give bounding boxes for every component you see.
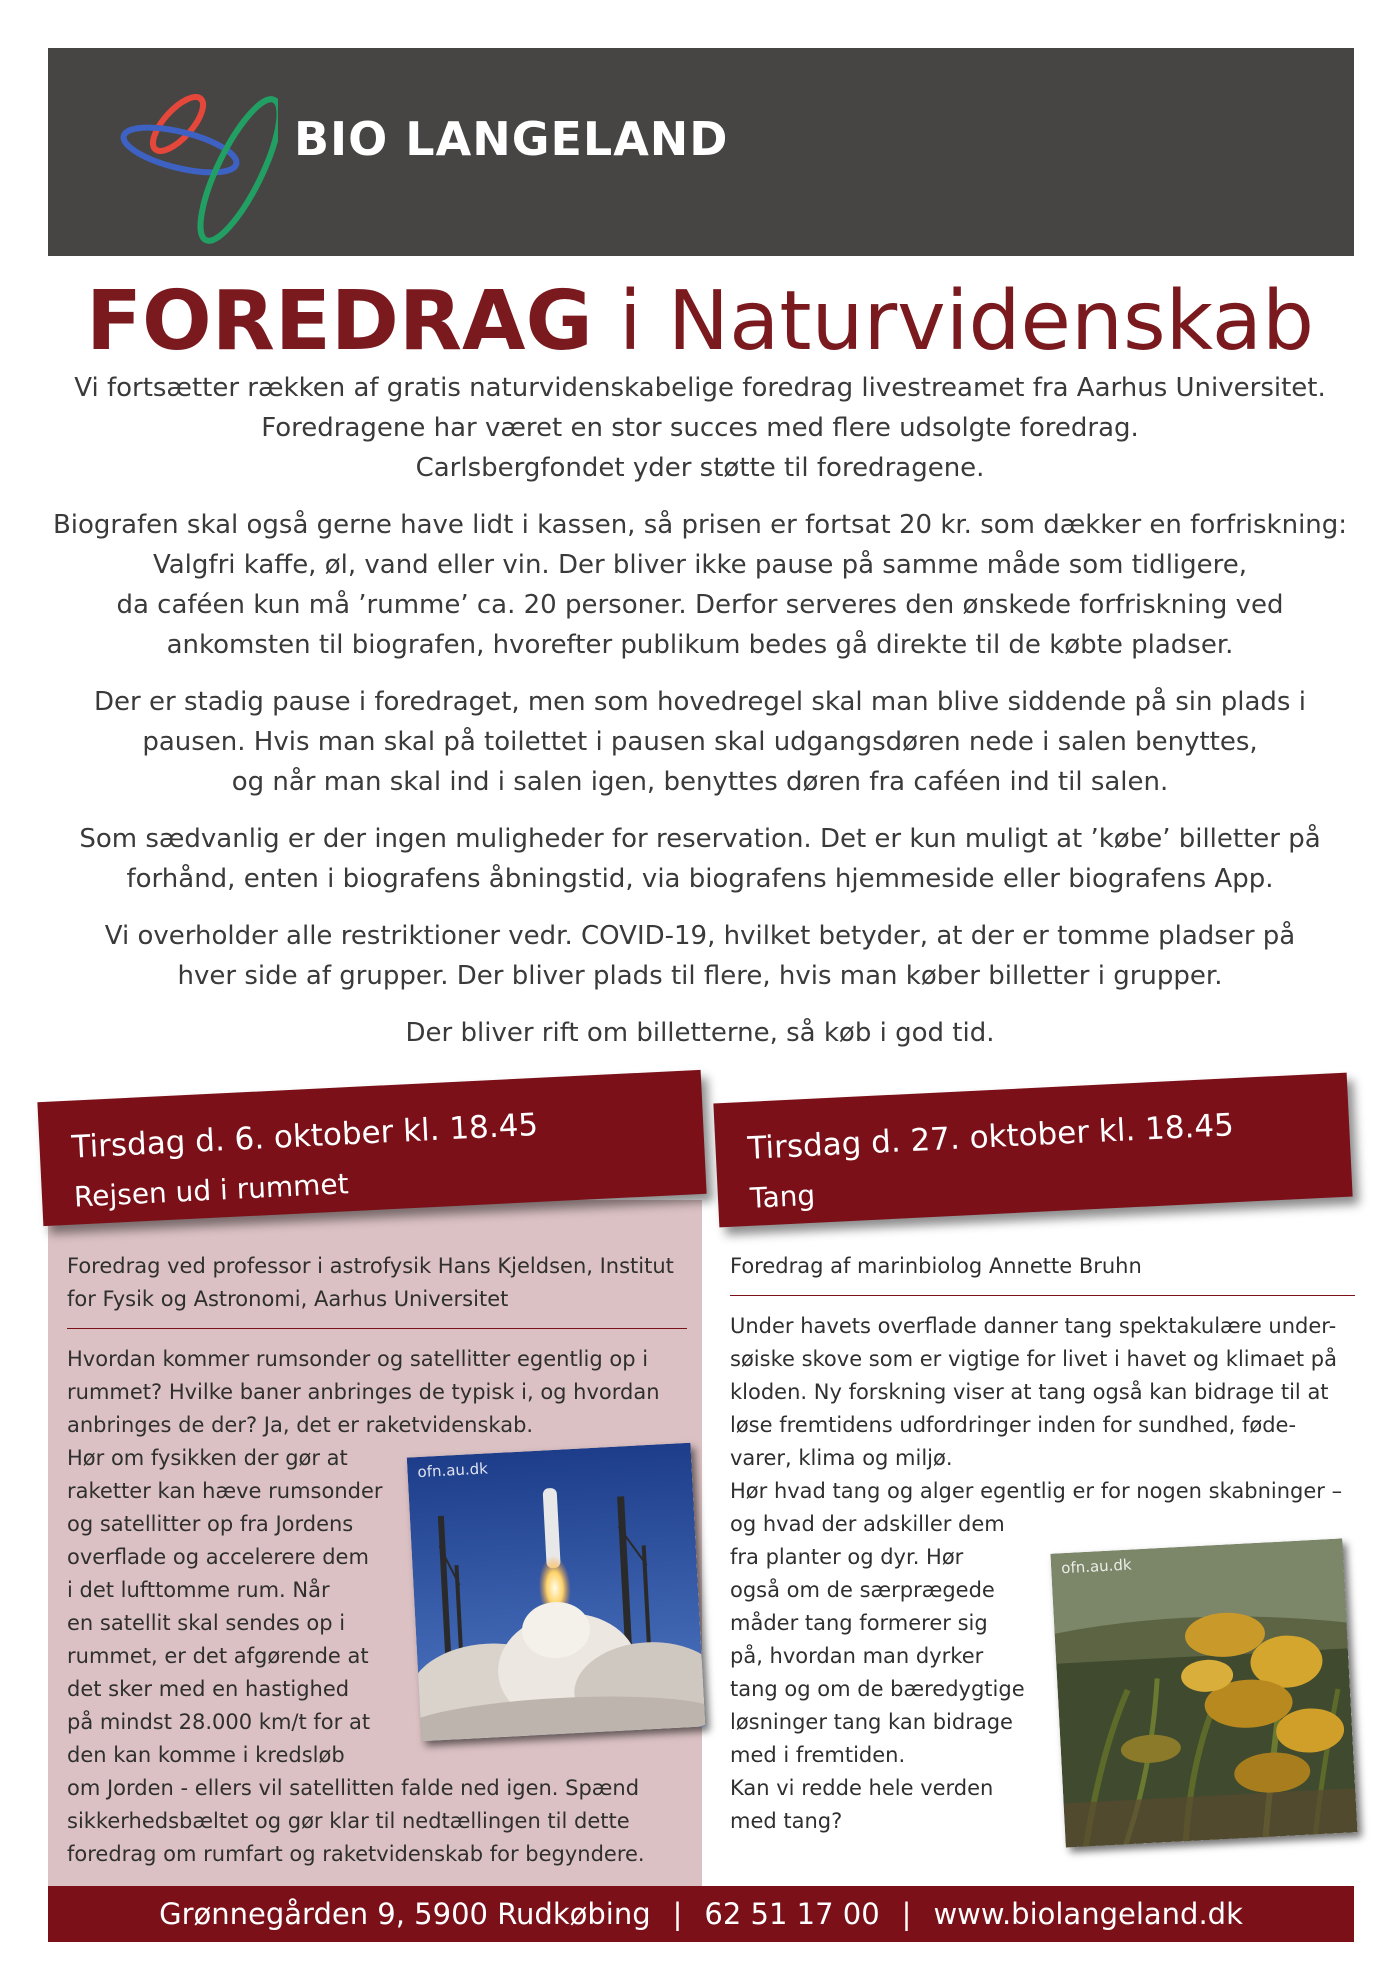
body-line: det sker med en hastighed — [67, 1677, 350, 1701]
body-line: tang og om de bæredygtige — [730, 1677, 1025, 1701]
event2-date: Tirsdag d. 27. oktober kl. 18.45 — [746, 1107, 1235, 1167]
body-line: den kan komme i kredsløb — [67, 1743, 345, 1767]
event1-watermark: ofn.au.dk — [417, 1459, 489, 1482]
page-title — [0, 272, 1400, 372]
event2-banner — [713, 1073, 1352, 1228]
intro-paragraph — [40, 682, 1360, 802]
footer-separator: | — [901, 1897, 912, 1931]
footer-website[interactable]: www.biolangeland.dk — [933, 1897, 1243, 1931]
intro-text — [40, 368, 1360, 1070]
body-line: med i fremtiden. — [730, 1743, 906, 1767]
event1-topic: Rejsen ud i rummet — [73, 1167, 350, 1214]
body-line: Hvordan kommer rumsonder og satellitter egentlig op i — [67, 1347, 649, 1371]
event1-date: Tirsdag d. 6. oktober kl. 18.45 — [70, 1106, 539, 1166]
footer-separator: | — [672, 1897, 683, 1931]
body-line: i det lufttomme rum. Når — [67, 1578, 330, 1602]
speaker-line: Foredrag af marinbiolog Annette Bruhn — [730, 1254, 1142, 1278]
body-line: om Jorden - ellers vil satellitten falde ned igen. Spænd — [67, 1776, 640, 1800]
brand-name: BIO LANGELAND — [294, 112, 729, 166]
body-line: og satellitter op fra Jordens — [67, 1512, 354, 1536]
intro-line: Der er stadig pause i foredraget, men som hovedregel skal man blive siddende på sin plads i — [94, 687, 1306, 717]
intro-paragraph — [40, 819, 1360, 899]
body-line: søiske skove som er vigtige for livet i havet og klimaet på — [730, 1347, 1337, 1371]
event2-speaker — [730, 1250, 1355, 1283]
intro-paragraph — [40, 916, 1360, 996]
footer-bar — [48, 1886, 1354, 1942]
divider — [730, 1295, 1355, 1296]
intro-line: Foredragene har været en stor succes med flere udsolgte foredrag. — [261, 413, 1139, 443]
body-line: med tang? — [730, 1809, 843, 1833]
body-line: Kan vi redde hele verden — [730, 1776, 994, 1800]
intro-line: ankomsten til biografen, hvorefter publikum bedes gå direkte til de købte pladser. — [166, 630, 1234, 660]
intro-line: Valgfri kaffe, øl, vand eller vin. Der bliver ikke pause på samme måde som tidligere, — [152, 550, 1248, 580]
body-line: sikkerhedsbæltet og gør klar til nedtællingen til dette — [67, 1809, 630, 1833]
rocket-launch-photo — [407, 1443, 705, 1741]
intro-line: Biografen skal også gerne have lidt i kassen, så prisen er fortsat 20 kr. som dækker en forfriskning: — [52, 510, 1348, 540]
body-line: kloden. Ny forskning viser at tang også kan bidrage til at — [730, 1380, 1329, 1404]
divider — [67, 1328, 687, 1329]
bio-langeland-logo — [118, 58, 278, 248]
intro-line: pausen. Hvis man skal på toilettet i pausen skal udgangsdøren nede i salen benyttes, — [142, 727, 1258, 757]
event1-speaker — [67, 1250, 687, 1316]
body-line: foredrag om rumfart og raketvidenskab for begyndere. — [67, 1842, 645, 1866]
intro-line: Vi fortsætter rækken af gratis naturvidenskabelige foredrag livestreamet fra Aarhus Universitet. — [74, 373, 1326, 403]
intro-line: forhånd, enten i biografens åbningstid, via biografens hjemmeside eller biografens App. — [126, 864, 1274, 894]
title-rest: i Naturvidenskab — [592, 274, 1315, 369]
intro-paragraph — [40, 368, 1360, 488]
body-line: rummet, er det afgørende at — [67, 1644, 369, 1668]
intro-paragraph — [40, 1013, 1360, 1053]
body-line: måder tang formerer sig — [730, 1611, 988, 1635]
intro-line: Der bliver rift om billetterne, så køb i god tid. — [405, 1018, 995, 1048]
body-line: på mindst 28.000 km/t for at — [67, 1710, 371, 1734]
intro-line: hver side af grupper. Der bliver plads til flere, hvis man køber billetter i grupper. — [177, 961, 1223, 991]
body-line: raketter kan hæve rumsonder — [67, 1479, 383, 1503]
intro-line: Som sædvanlig er der ingen muligheder for reservation. Det er kun muligt at ’købe’ billetter på — [79, 824, 1321, 854]
rocket-launch-image — [407, 1443, 705, 1741]
body-line: også om de særprægede — [730, 1578, 995, 1602]
intro-paragraph — [40, 505, 1360, 665]
event2-topic: Tang — [749, 1178, 816, 1215]
intro-line: Carlsbergfondet yder støtte til foredragene. — [415, 453, 985, 483]
body-line: på, hvordan man dyrker — [730, 1644, 984, 1668]
seaweed-photo — [1051, 1539, 1358, 1848]
body-line: en satellit skal sendes op i — [67, 1611, 346, 1635]
body-line: Under havets overflade danner tang spektakulære under- — [730, 1314, 1337, 1338]
title-bold: FOREDRAG — [85, 274, 593, 369]
body-line: og hvad der adskiller dem — [730, 1512, 1005, 1536]
body-line: overflade og accelerere dem — [67, 1545, 369, 1569]
body-line: varer, klima og miljø. — [730, 1446, 953, 1470]
body-line: Hør hvad tang og alger egentlig er for nogen skabninger – — [730, 1479, 1343, 1503]
body-line: anbringes de der? Ja, det er raketvidenskab. — [67, 1413, 534, 1437]
intro-line: Vi overholder alle restriktioner vedr. COVID-19, hvilket betyder, at der er tomme pladser på — [104, 921, 1296, 951]
intro-line: og når man skal ind i salen igen, benyttes døren fra caféen ind til salen. — [231, 767, 1169, 797]
speaker-line: Foredrag ved professor i astrofysik Hans Kjeldsen, Institut — [67, 1254, 674, 1278]
body-line: fra planter og dyr. Hør — [730, 1545, 964, 1569]
body-line: løse fremtidens udfordringer inden for sundhed, føde- — [730, 1413, 1297, 1437]
body-line: rummet? Hvilke baner anbringes de typisk i, og hvordan — [67, 1380, 660, 1404]
seaweed-image — [1051, 1539, 1358, 1848]
speaker-line: for Fysik og Astronomi, Aarhus Universitet — [67, 1287, 509, 1311]
body-line: Hør om fysikken der gør at — [67, 1446, 348, 1470]
footer-address: Grønnegården 9, 5900 Rudkøbing — [159, 1897, 651, 1931]
intro-line: da caféen kun må ’rumme’ ca. 20 personer. Derfor serveres den ønskede forfriskning ved — [116, 590, 1284, 620]
event2-watermark: ofn.au.dk — [1060, 1555, 1133, 1578]
body-line: løsninger tang kan bidrage — [730, 1710, 1013, 1734]
footer-phone: 62 51 17 00 — [704, 1897, 880, 1931]
